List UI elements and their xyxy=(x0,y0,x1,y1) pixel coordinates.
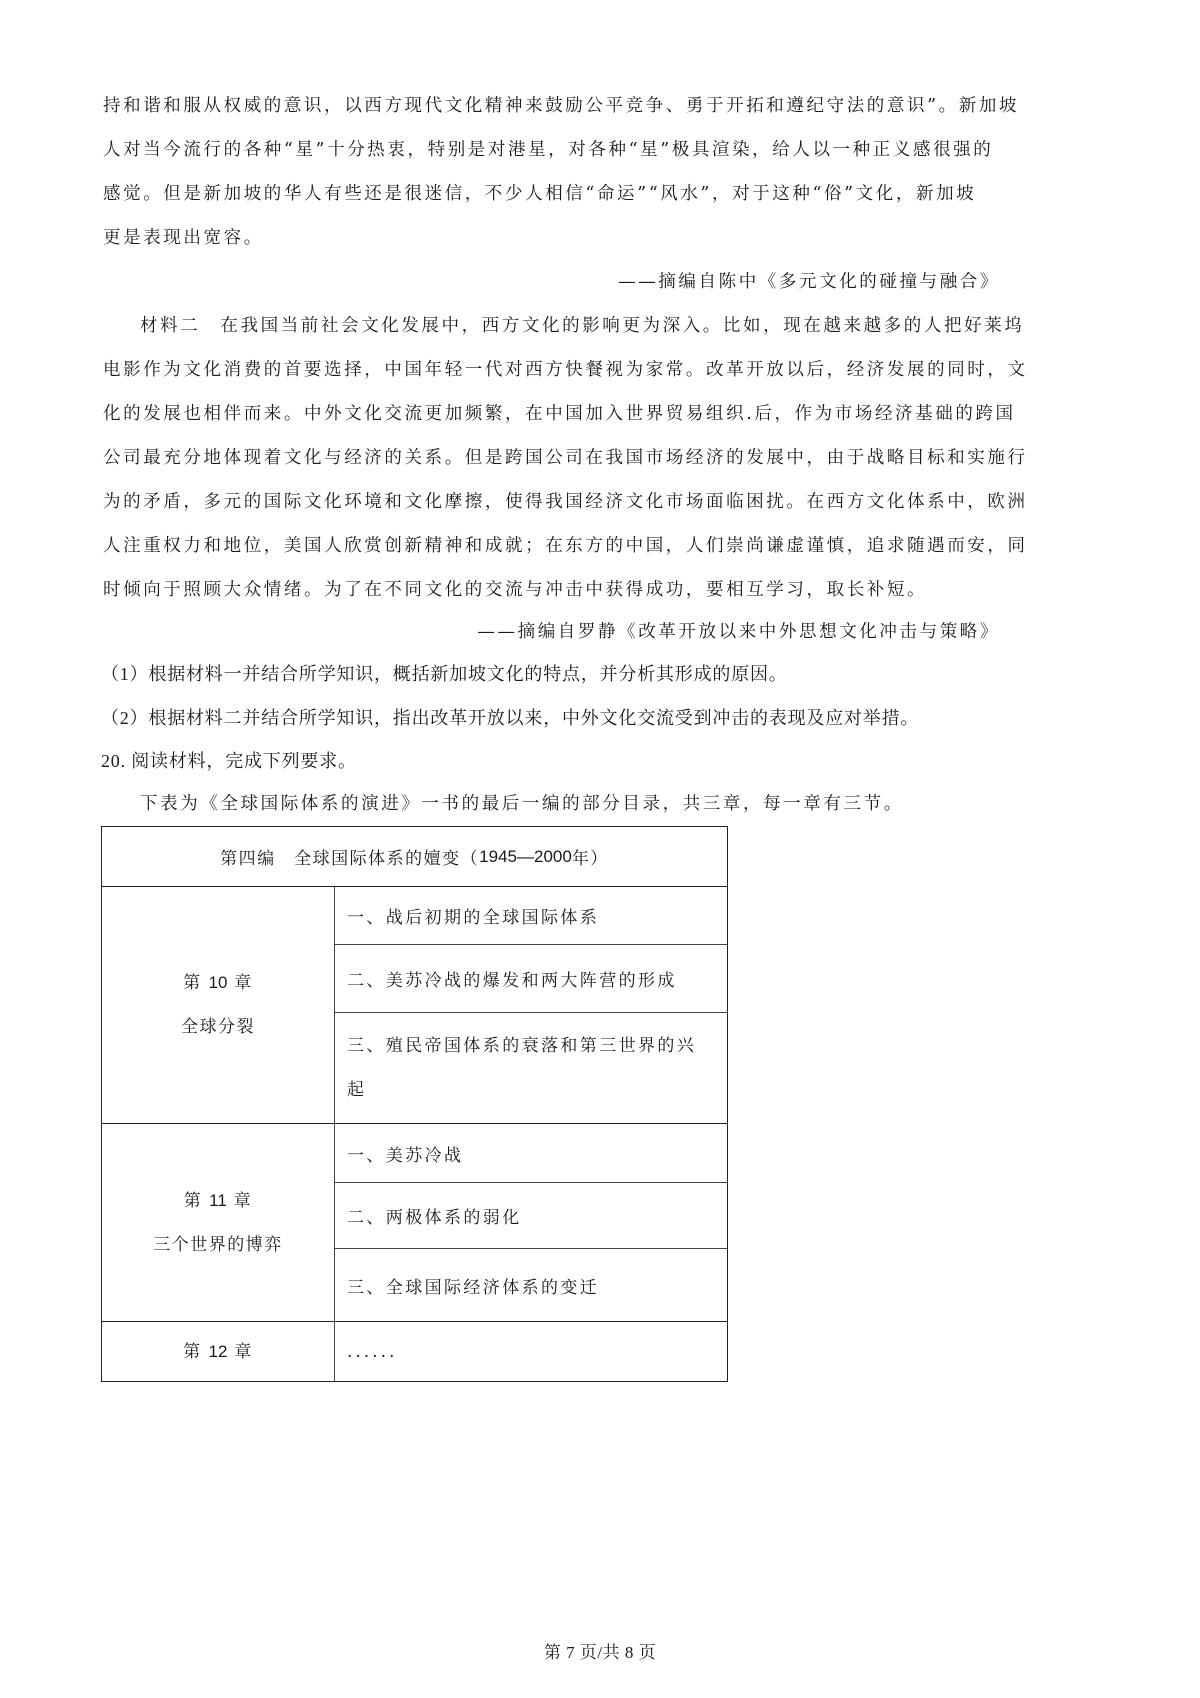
chapter-name: 全球分裂 xyxy=(181,1017,255,1037)
section-row: 三、全球国际经济体系的变迁 xyxy=(347,1277,600,1298)
toc-header xyxy=(102,827,727,887)
material-two-source: ——摘编自罗静《改革开放以来中外思想文化冲击与策略》 xyxy=(477,622,1000,642)
material-two-line: 公司最充分地体现着文化与经济的关系。但是跨国公司在我国市场经济的发展中，由于战略目标和实施行 xyxy=(103,448,1028,468)
chapter-number: 第 11 章 xyxy=(183,1190,253,1211)
toc-header-prefix: 第四编 全球国际体系的嬗变（ xyxy=(220,849,480,869)
material-two-line: 为的矛盾，多元的国际文化环境和文化摩擦，使得我国经济文化市场面临困扰。在西方文化体系中，欧洲 xyxy=(103,492,1028,512)
chapter-number: 第 12 章 xyxy=(183,1341,253,1362)
section-row: 一、美苏冷战 xyxy=(335,1124,727,1183)
chapter-name: 三个世界的博弈 xyxy=(153,1234,283,1255)
chapter-label xyxy=(102,1322,335,1381)
chapter-10 xyxy=(102,887,727,1124)
material-one-line: 感觉。但是新加坡的华人有些还是很迷信，不少人相信“命运”“风水”，对于这种“俗”文化，新加坡 xyxy=(103,184,977,204)
chapter-12 xyxy=(102,1322,727,1381)
material-one-line: 更是表现出宽容。 xyxy=(103,228,264,248)
material-one-line: 人对当今流行的各种“星”十分热衷，特别是对港星，对各种“星”极具渲染，给人以一种正义感很强的 xyxy=(103,140,994,160)
toc-header-years: 1945—2000 xyxy=(479,846,572,866)
material-two-line: 时倾向于照顾大众情绪。为了在不同文化的交流与冲击中获得成功，要相互学习，取长补短。 xyxy=(103,580,928,600)
toc-header-suffix: 年） xyxy=(571,849,609,869)
section-row: 二、美苏冷战的爆发和两大阵营的形成 xyxy=(335,945,727,1013)
question-19-1: （1）根据材料一并结合所学知识，概括新加坡文化的特点，并分析其形成的原因。 xyxy=(101,664,788,684)
page-footer: 第 7 页/共 8 页 xyxy=(543,1643,657,1662)
material-one-line: 持和谐和服从权威的意识，以西方现代文化精神来鼓励公平竞争、勇于开拓和遵纪守法的意识”。新加坡 xyxy=(103,96,1020,116)
question-20-intro: 下表为《全球国际体系的演进》一书的最后一编的部分目录，共三章，每一章有三节。 xyxy=(140,794,904,814)
chapter-11 xyxy=(102,1124,727,1322)
section-row: 二、两极体系的弱化 xyxy=(335,1183,727,1249)
section-row: ...... xyxy=(347,1341,398,1362)
material-two-line: 人注重权力和地位，美国人欣赏创新精神和成就；在东方的中国，人们崇尚谦虚谨慎，追求随遇而安，同 xyxy=(103,536,1028,556)
chapter-label xyxy=(102,887,335,1123)
material-two-line: 化的发展也相伴而来。中外文化交流更加频繁，在中国加入世界贸易组织.后，作为市场经济基础的跨国 xyxy=(103,404,1016,424)
material-two-line: 电影作为文化消费的首要选择，中国年轻一代对西方快餐视为家常。改革开放以后，经济发展的同时，文 xyxy=(103,360,1028,380)
chapter-number: 第 10 章 xyxy=(183,973,253,993)
material-one-source: ——摘编自陈中《多元文化的碰撞与融合》 xyxy=(618,272,1000,292)
chapter-sections xyxy=(335,887,727,1123)
chapter-sections xyxy=(335,1322,727,1381)
material-two-line: 材料二 在我国当前社会文化发展中，西方文化的影响更为深入。比如，现在越来越多的人把好莱坞 xyxy=(140,316,1025,336)
chapter-label xyxy=(102,1124,335,1321)
section-row: 一、战后初期的全球国际体系 xyxy=(335,887,727,945)
question-19-2: （2）根据材料二并结合所学知识，指出改革开放以来，中外文化交流受到冲击的表现及应对举措。 xyxy=(101,708,920,728)
table-of-contents xyxy=(101,826,728,1382)
question-20-title: 20. 阅读材料，完成下列要求。 xyxy=(101,751,357,771)
section-row: 三、殖民帝国体系的衰落和第三世界的兴 起 xyxy=(347,1036,697,1100)
chapter-sections xyxy=(335,1124,727,1321)
